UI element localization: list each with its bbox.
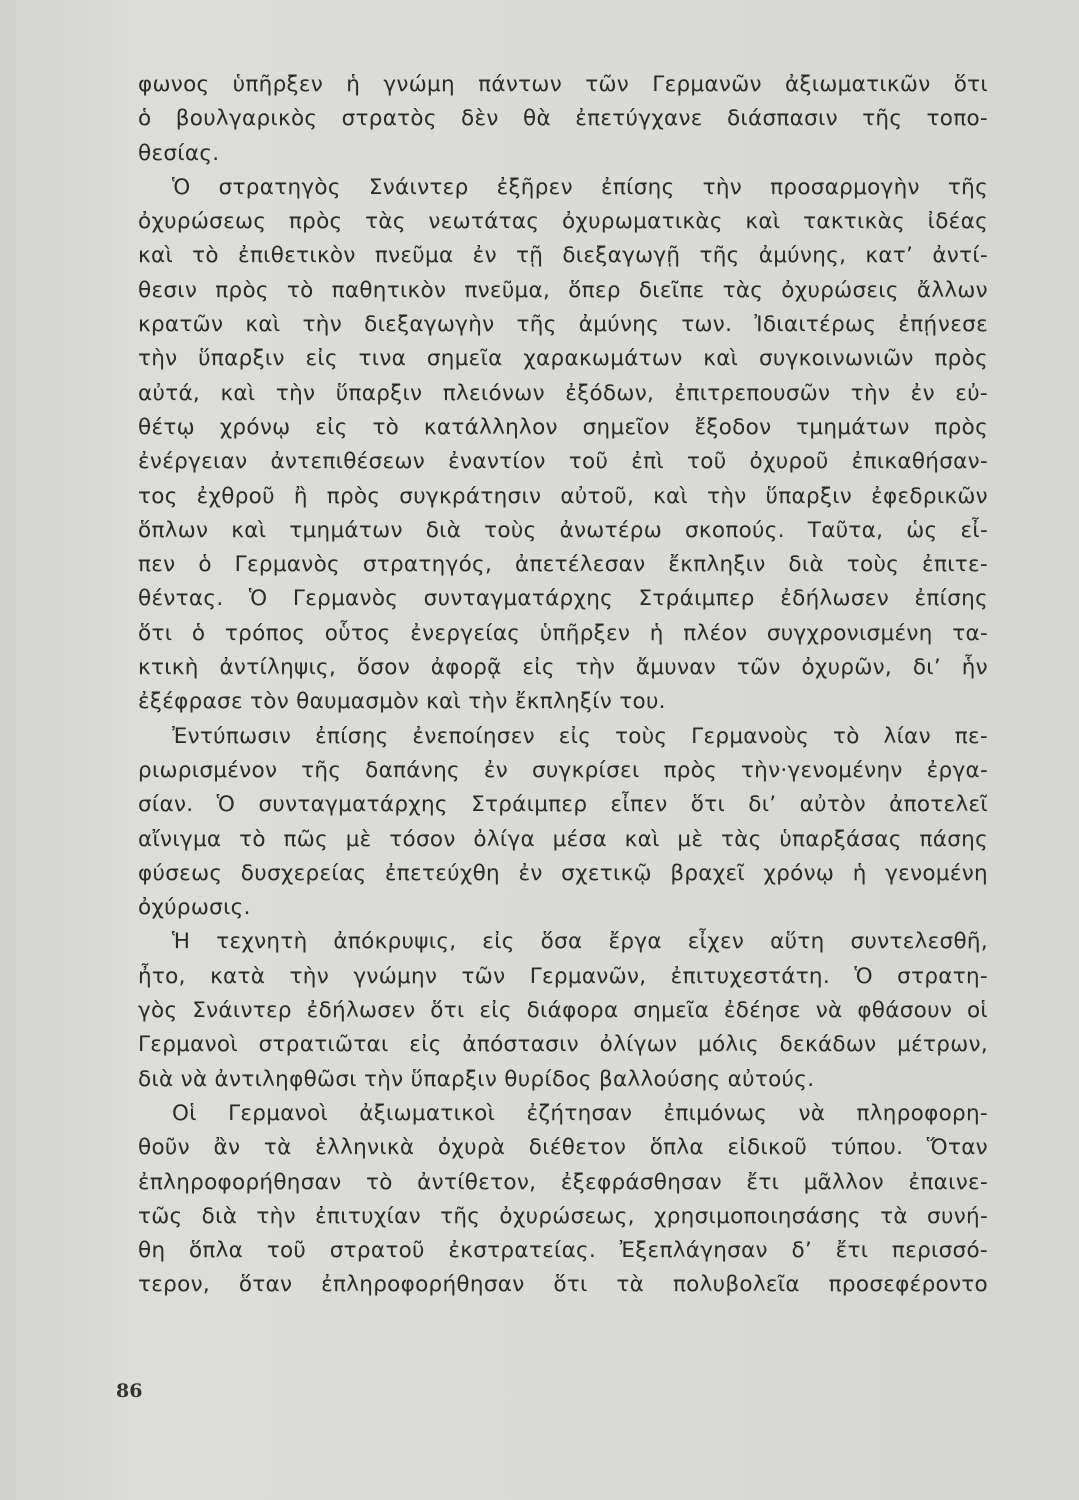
body-text: [138, 68, 988, 1303]
text-line: ριωρισμένον τῆς δαπάνης ἐν συγκρίσει πρὸς τὴν·γενομένην ἐργα-: [138, 757, 988, 783]
text-line: διὰ νὰ ἀντιληφθῶσι τὴν ὕπαρξιν θυρίδος βαλλούσης αὐτούς.: [138, 1066, 815, 1092]
text-line: θέτῳ χρόνῳ εἰς τὸ κατάλληλον σημεῖον ἔξοδον τμημάτων πρὸς: [138, 414, 988, 440]
text-line: Οἱ Γερμανοὶ ἀξιωματικοὶ ἐζήτησαν ἐπιμόνως νὰ πληροφορη-: [172, 1100, 988, 1126]
text-line: ἦτο, κατὰ τὴν γνώμην τῶν Γερμανῶν, ἐπιτυχεστάτη. Ὁ στρατη-: [138, 963, 988, 989]
text-line: ὅτι ὁ τρόπος οὗτος ἐνεργείας ὑπῆρξεν ἡ πλέον συγχρονισμένη τα-: [138, 620, 988, 646]
text-line: θεσιν πρὸς τὸ παθητικὸν πνεῦμα, ὅπερ διεῖπε τὰς ὀχυρώσεις ἄλλων: [138, 277, 988, 303]
text-line: Ἡ τεχνητὴ ἀπόκρυψις, εἰς ὅσα ἔργα εἶχεν αὕτη συντελεσθῆ,: [172, 929, 988, 955]
text-line: θεσίας.: [138, 140, 220, 166]
text-line: ἐπληροφορήθησαν τὸ ἀντίθετον, ἐξεφράσθησαν ἔτι μᾶλλον ἐπαινε-: [138, 1169, 988, 1195]
text-line: ὀχυρώσεως πρὸς τὰς νεωτάτας ὀχυρωματικὰς καὶ τακτικὰς ἰδέας: [138, 209, 988, 235]
text-line: ὀχύρωσις.: [138, 895, 251, 921]
text-line: αἴνιγμα τὸ πῶς μὲ τόσον ὀλίγα μέσα καὶ μὲ τὰς ὑπαρξάσας πάσης: [138, 826, 988, 852]
text-line: Ὁ στρατηγὸς Σνάιντερ ἐξῆρεν ἐπίσης τὴν προσαρμογὴν τῆς: [172, 174, 988, 200]
text-line: φύσεως δυσχερείας ἐπετεύχθη ἐν σχετικῷ βραχεῖ χρόνῳ ἡ γενομένη: [138, 860, 988, 886]
text-line: κτικὴ ἀντίληψις, ὅσον ἀφορᾷ εἰς τὴν ἄμυναν τῶν ὀχυρῶν, δι’ ἧν: [138, 655, 988, 681]
text-line: ἐνέργειαν ἀντεπιθέσεων ἐναντίον τοῦ ἐπὶ τοῦ ὀχυροῦ ἐπικαθήσαν-: [138, 449, 988, 475]
text-line: τερον, ὅταν ἐπληροφορήθησαν ὅτι τὰ πολυβολεῖα προσεφέροντο: [138, 1272, 988, 1298]
text-line: τὴν ὕπαρξιν εἰς τινα σημεῖα χαρακωμάτων καὶ συγκοινωνιῶν πρὸς: [138, 346, 988, 372]
text-line: τῶς διὰ τὴν ἐπιτυχίαν τῆς ὀχυρώσεως, χρησιμοποιησάσης τὰ συνή-: [138, 1203, 988, 1229]
text-line: αὐτά, καὶ τὴν ὕπαρξιν πλειόνων ἐξόδων, ἐπιτρεπουσῶν τὴν ἐν εὐ-: [138, 380, 988, 406]
text-line: Ἐντύπωσιν ἐπίσης ἐνεποίησεν εἰς τοὺς Γερμανοὺς τὸ λίαν πε-: [172, 723, 988, 749]
text-line: Γερμανοὶ στρατιῶται εἰς ἀπόστασιν ὀλίγων μόλις δεκάδων μέτρων,: [138, 1032, 988, 1058]
text-line: γὸς Σνάιντερ ἐδήλωσεν ὅτι εἰς διάφορα σημεῖα ἐδέησε νὰ φθάσουν οἱ: [138, 998, 988, 1024]
text-line: καὶ τὸ ἐπιθετικὸν πνεῦμα ἐν τῇ διεξαγωγῇ τῆς ἀμύνης, κατ’ ἀντί-: [138, 243, 988, 269]
text-line: τος ἐχθροῦ ἢ πρὸς συγκράτησιν αὐτοῦ, καὶ τὴν ὕπαρξιν ἐφεδρικῶν: [138, 483, 988, 509]
text-line: θοῦν ἂν τὰ ἑλληνικὰ ὀχυρὰ διέθετον ὅπλα εἰδικοῦ τύπου. Ὅταν: [138, 1135, 988, 1161]
text-line: ὁ βουλγαρικὸς στρατὸς δὲν θὰ ἐπετύγχανε διάσπασιν τῆς τοπο-: [138, 106, 988, 132]
text-line: θη ὅπλα τοῦ στρατοῦ ἐκστρατείας. Ἐξεπλάγησαν δ’ ἔτι περισσό-: [138, 1238, 988, 1264]
page-number: 86: [116, 1380, 143, 1402]
text-line: ὅπλων καὶ τμημάτων διὰ τοὺς ἀνωτέρω σκοπούς. Ταῦτα, ὡς εἶ-: [138, 517, 988, 543]
text-line: σίαν. Ὁ συνταγματάρχης Στράιμπερ εἶπεν ὅτι δι’ αὐτὸν ἀποτελεῖ: [138, 792, 988, 818]
text-line: φωνος ὑπῆρξεν ἡ γνώμη πάντων τῶν Γερμανῶν ἀξιωματικῶν ὅτι: [138, 72, 988, 97]
text-line: πεν ὁ Γερμανὸς στρατηγός, ἀπετέλεσαν ἔκπληξιν διὰ τοὺς ἐπιτε-: [138, 552, 988, 578]
text-line: ἐξέφρασε τὸν θαυμασμὸν καὶ τὴν ἔκπληξίν του.: [138, 689, 666, 715]
text-line: κρατῶν καὶ τὴν διεξαγωγὴν τῆς ἀμύνης των. Ἰδιαιτέρως ἐπῄνεσε: [138, 312, 988, 338]
text-line: θέντας. Ὁ Γερμανὸς συνταγματάρχης Στράιμπερ ἐδήλωσεν ἐπίσης: [138, 586, 988, 612]
